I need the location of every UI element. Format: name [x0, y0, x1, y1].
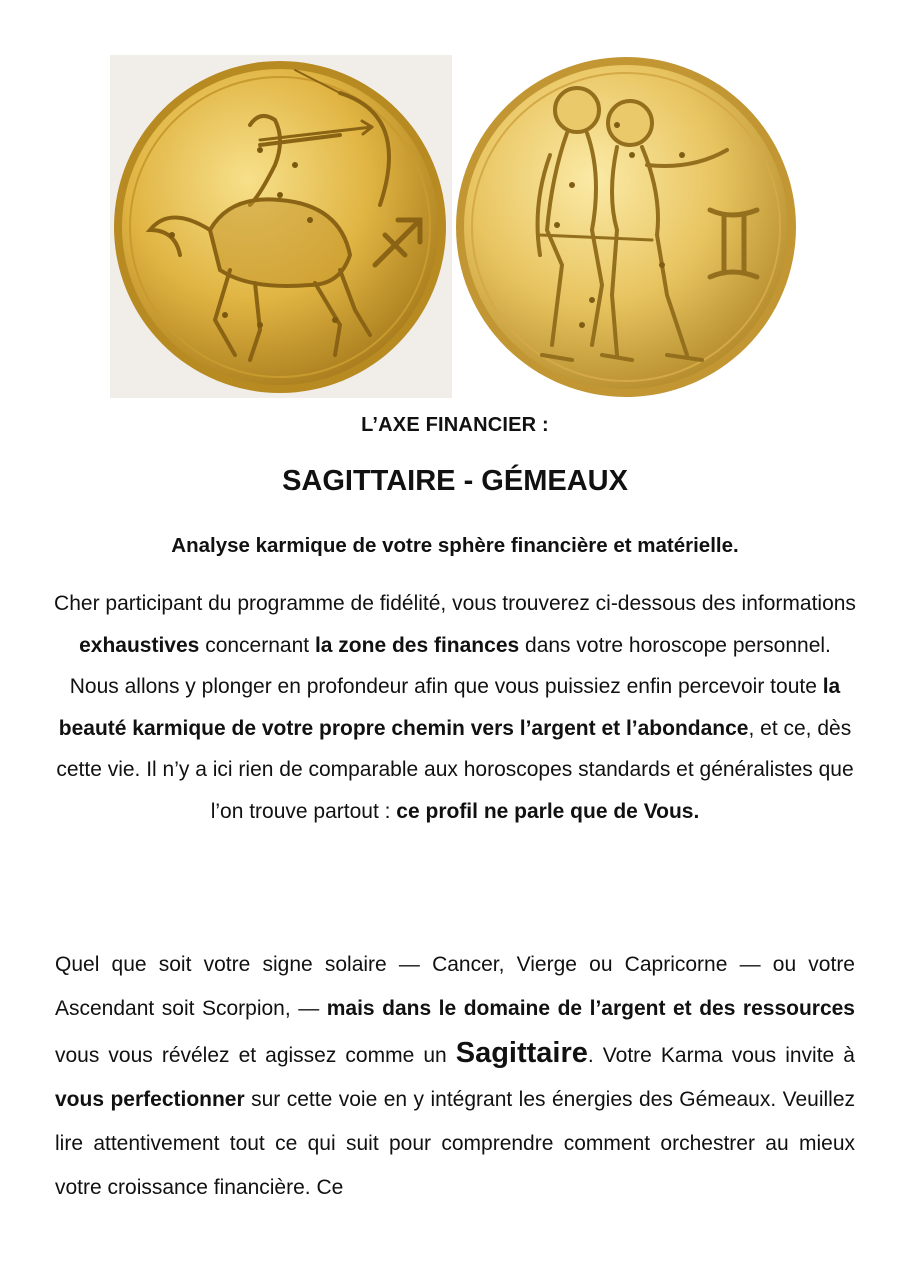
intro-text: , et ce, dès cette vie. Il n’y a ici rien de comparable aux horoscopes standards et généralistes que l’on trouve partout :	[56, 716, 854, 823]
body-bold: mais dans le domaine de l’argent et des ressources	[326, 997, 855, 1020]
section-kicker: L’AXE FINANCIER :	[361, 414, 549, 436]
body-text: vous vous révélez et agissez comme un	[55, 1044, 456, 1067]
intro-bold: ce profil ne parle que de Vous.	[396, 799, 700, 823]
body-paragraph	[55, 943, 855, 1210]
body-text: sur cette voie en y intégrant les énergies des Gémeaux. Veuillez lire attentivement tout ce qui suit pour comprendre comment orchestrer au mieux votre croissance financière. Ce	[55, 1088, 855, 1199]
intro-text: concernant	[199, 633, 315, 657]
intro-text: Cher participant du programme de fidélité, vous trouverez ci-dessous des informations	[54, 592, 856, 615]
body-text: Quel que soit votre signe solaire — Cancer, Vierge ou Capricorne — ou votre Ascendant soit Scorpion, —	[55, 953, 855, 1020]
intro-bold: exhaustives	[79, 633, 200, 657]
gemini-coin-image	[452, 55, 800, 400]
intro-paragraph	[52, 583, 858, 832]
body-bold: vous perfectionner	[55, 1088, 245, 1111]
coin-images	[110, 55, 800, 400]
page-subtitle: Analyse karmique de votre sphère financière et matérielle.	[171, 534, 739, 557]
sign-name-highlight: Sagittaire	[455, 1037, 588, 1069]
intro-bold: la zone des finances	[314, 633, 520, 657]
intro-text: dans votre horoscope personnel. Nous allons y plonger en profondeur afin que vous puissiez enfin percevoir toute	[69, 633, 831, 698]
page-title: SAGITTAIRE - GÉMEAUX	[282, 465, 628, 497]
body-text: . Votre Karma vous invite à	[587, 1044, 855, 1067]
sagittarius-coin-image	[110, 55, 452, 398]
intro-bold: la beauté karmique de votre propre chemin vers l’argent et l’abondance	[58, 675, 841, 740]
